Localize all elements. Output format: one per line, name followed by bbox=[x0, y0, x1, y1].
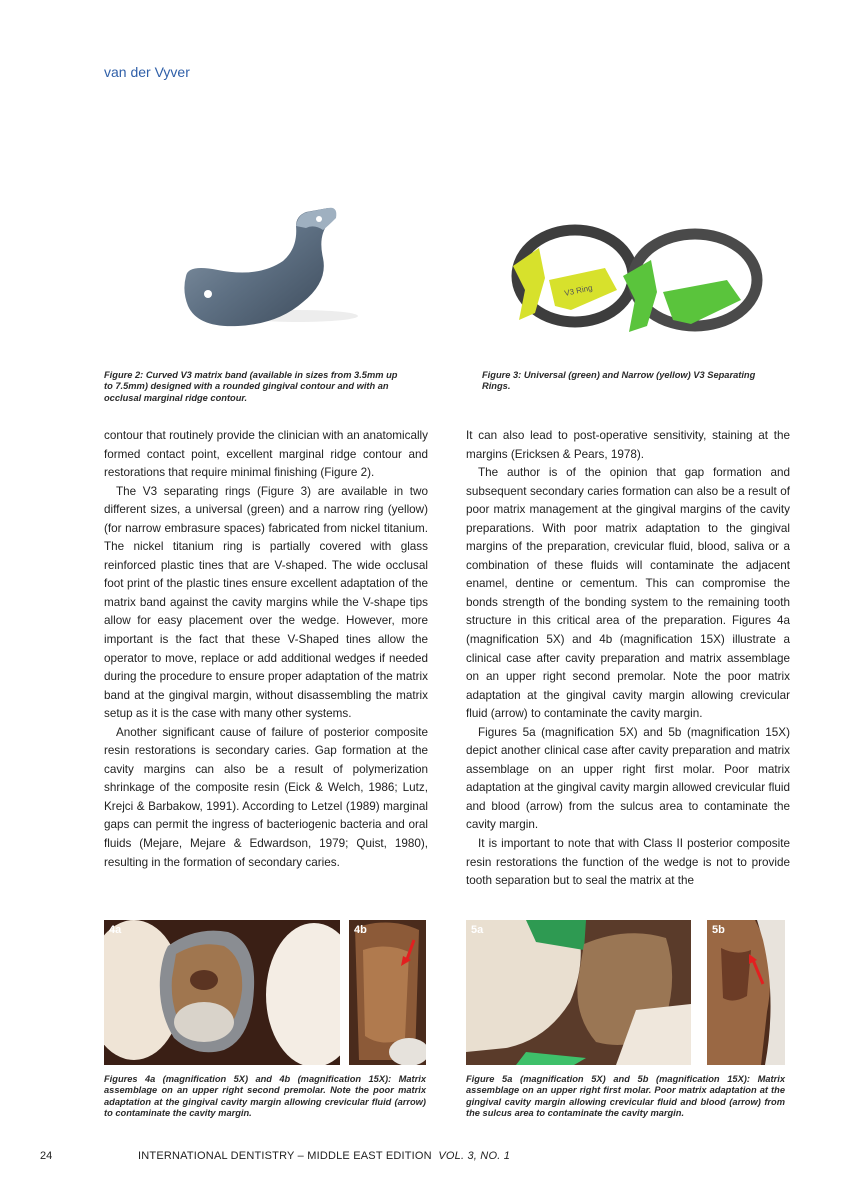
figure-4b-label: 4b bbox=[354, 924, 367, 936]
left-paragraph-2: The V3 separating rings (Figure 3) are available in two different sizes, a universal (green) and a narrow ring (yellow) (for narrow embrasure spaces) fabricated from nickel titanium. The nickel titanium ring is partially covered with glass reinforced plastic tines that are V-shaped. The wide occlusal foot print of the plastic tines ensure excellent adaptation of the matrix band against the cavity margins while the V-shape tips allow for easy placement over the wedge. However, more important is the fact that these V-Shaped tines allow the operator to move, replace or add additional wedges if needed during the procedure to ensure proper adaptation of the matrix band at the gingival margin, without disassembling the matrix setup as it is the case with many other systems. bbox=[104, 484, 428, 721]
page-number: 24 bbox=[40, 1150, 53, 1162]
figure-5b-photo bbox=[707, 920, 785, 1065]
figure-3-separating-rings-image bbox=[505, 218, 780, 343]
figure-2-caption: Figure 2: Curved V3 matrix band (available in sizes from 3.5mm up to 7.5mm) designed with a rounded gingival contour and with an occlusal marginal ridge contour. bbox=[104, 370, 398, 403]
figure-4-caption: Figures 4a (magnification 5X) and 4b (magnification 15X): Matrix assemblage on an upper right second premolar. Note the poor matrix adaptation at the gingival cavity margin allowing crevicular fluid (arrow) to contaminate the cavity margin. bbox=[104, 1074, 426, 1119]
right-paragraph-2: The author is of the opinion that gap formation and subsequent secondary caries formation can also be a result of poor matrix management at the gingival margins of the cavity preparations. With poor matrix adaptation to the gingival margins of the preparation, crevicular fluid, blood, saliva or a combination of these fluids will contaminate the adjacent enamel, dentine or cementum. This can compromise the bonds strength of the bonding system to the remaining tooth structure in this critical area of the preparation. Figures 4a (magnification 5X) and 4b (magnification 15X) illustrate a clinical case after cavity preparation and matrix assemblage on an upper right second premolar. Note the poor matrix adaptation at the gingival cavity margin allowing crevicular fluid (arrow) to contaminate the cavity margin. bbox=[466, 466, 790, 721]
figure-3-caption: Figure 3: Universal (green) and Narrow (yellow) V3 Separating Rings. bbox=[482, 370, 756, 392]
right-paragraph-3: Figures 5a (magnification 5X) and 5b (magnification 15X) depict another clinical case after cavity preparation and matrix assemblage on an upper right first molar. Poor matrix adaptation at the gingival cavity margin allowed crevicular fluid and blood (arrow) from the sulcus area to contaminate the cavity margin. bbox=[466, 725, 790, 832]
figure-5a-photo bbox=[466, 920, 691, 1065]
figure-4a-label: 4a bbox=[109, 924, 122, 936]
figure-4b-photo bbox=[349, 920, 426, 1065]
figure-5-caption: Figure 5a (magnification 5X) and 5b (magnification 15X): Matrix assemblage on an upper right first molar. Poor matrix adaptation at the gingival cavity margin allowing crevicular fluid and blood (arrow) from the sulcus area to contaminate the cavity margin. bbox=[466, 1074, 785, 1119]
journal-name: INTERNATIONAL DENTISTRY – MIDDLE EAST EDITION bbox=[138, 1150, 432, 1162]
figure-4a-photo bbox=[104, 920, 340, 1065]
figure-3-ring-text: V3 Ring bbox=[563, 283, 594, 298]
figure-5b-label: 5b bbox=[712, 924, 725, 936]
left-paragraph-1: contour that routinely provide the clinician with an anatomically formed contact point, excellent marginal ridge contour and restorations that require minimal finishing (Figure 2). bbox=[104, 429, 428, 480]
running-header-author: van der Vyver bbox=[104, 64, 190, 80]
left-text-column bbox=[104, 427, 428, 872]
journal-footer bbox=[138, 1150, 510, 1162]
figure-2-matrix-band-image bbox=[178, 206, 383, 351]
right-paragraph-4: It is important to note that with Class II posterior composite resin restorations the function of the wedge is not to provide tooth separation but to seal the matrix at the bbox=[466, 837, 790, 888]
figure-5a-label: 5a bbox=[471, 924, 484, 936]
right-paragraph-1: It can also lead to post-operative sensitivity, staining at the margins (Ericksen & Pears, 1978). bbox=[466, 429, 790, 461]
left-paragraph-3: Another significant cause of failure of posterior composite resin restorations is secondary caries. Gap formation at the cavity margins can also be a result of polymerization shrinkage of the composite resin (Eick & Welch, 1986; Lutz, Krejci & Barbakow, 1991). According to Letzel (1989) marginal gaps can permit the ingress of bacteriogenic bacteria and oral fluids (Mejare, Mejare & Edwardson, 1979; Quist, 1980), resulting in the formation of secondary caries. bbox=[104, 725, 428, 869]
journal-volume: VOL. 3, NO. 1 bbox=[438, 1150, 511, 1162]
right-text-column bbox=[466, 427, 790, 891]
